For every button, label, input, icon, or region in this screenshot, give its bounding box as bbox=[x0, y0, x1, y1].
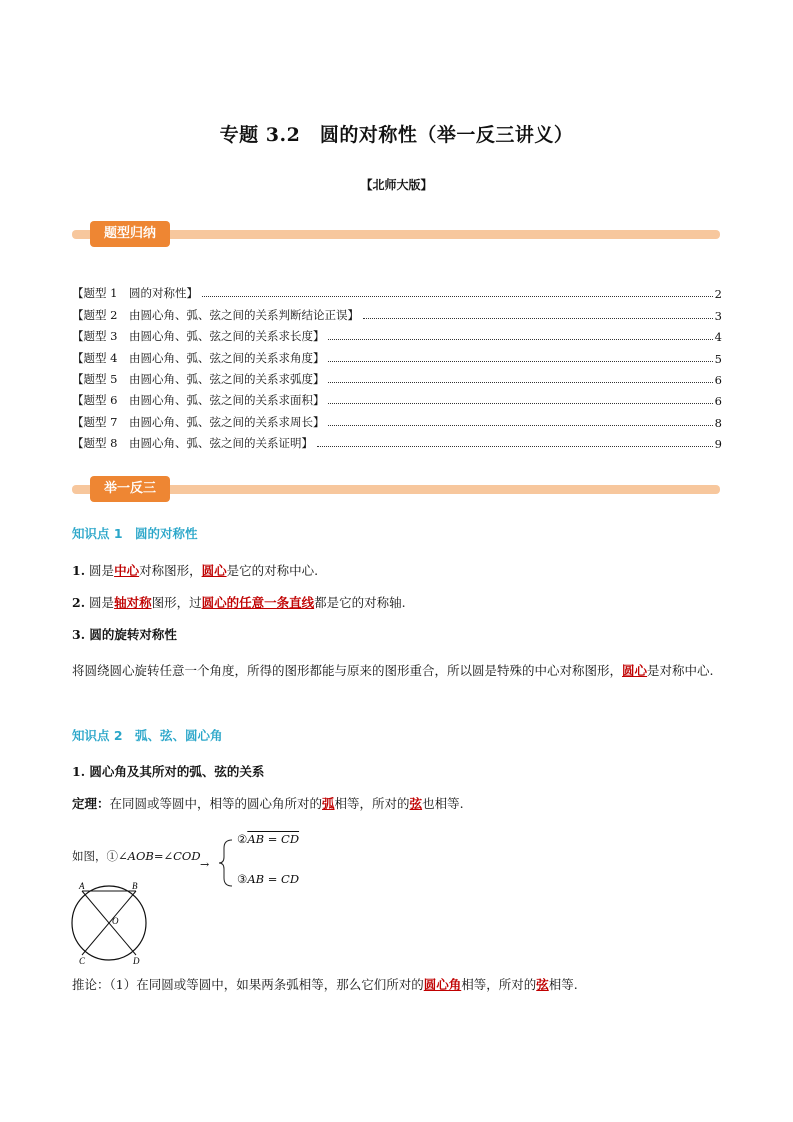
toc-item[interactable]: 【题型 6 由圆心角、弧、弦之间的关系求面积】 6 bbox=[72, 393, 722, 409]
kp2-corollary: 推论：（1）在同圆或等圆中，如果两条弧相等，那么它们所对的圆心角相等，所对的弦相等. bbox=[72, 977, 578, 992]
circle-diagram bbox=[66, 880, 156, 966]
kp2-subheading-1: 1. 圆心角及其所对的弧、弦的关系 bbox=[72, 764, 265, 779]
point-o-label: O bbox=[112, 916, 119, 926]
page-title: 专题 3.2 圆的对称性（举一反三讲义） bbox=[219, 124, 574, 146]
key-term: 圆心 bbox=[622, 663, 648, 678]
toc-item[interactable]: 【题型 2 由圆心角、弧、弦之间的关系判断结论正误】 3 bbox=[72, 307, 722, 323]
toc-item[interactable]: 【题型 1 圆的对称性】 2 bbox=[72, 286, 722, 302]
implies-arrow: → bbox=[200, 858, 210, 871]
banner-tag: 题型归纳 bbox=[90, 221, 170, 247]
banner-tag: 举一反三 bbox=[90, 476, 170, 502]
key-term: 圆心的任意一条直线 bbox=[201, 595, 315, 610]
table-of-contents bbox=[72, 280, 722, 451]
key-term: 圆心角 bbox=[423, 977, 462, 992]
brace-icon bbox=[218, 838, 238, 888]
key-term: 弦 bbox=[409, 796, 423, 811]
toc-item[interactable]: 【题型 3 由圆心角、弧、弦之间的关系求长度】 4 bbox=[72, 329, 722, 345]
point-d-label: D bbox=[133, 956, 140, 966]
key-term: 圆心 bbox=[201, 563, 227, 578]
point-a-label: A bbox=[79, 881, 85, 891]
figure-result-1: ②AB = CD bbox=[237, 832, 300, 846]
toc-item[interactable]: 【题型 8 由圆心角、弧、弦之间的关系证明】 9 bbox=[72, 436, 722, 452]
figure-condition: 如图，①∠AOB=∠COD bbox=[72, 849, 201, 863]
edition-label: 【北师大版】 bbox=[360, 178, 433, 192]
key-term: 弧 bbox=[322, 796, 335, 811]
toc-item[interactable]: 【题型 5 由圆心角、弧、弦之间的关系求弧度】 6 bbox=[72, 371, 722, 387]
kp1-paragraph-3: 将圆绕圆心旋转任意一个角度，所得的图形都能与原来的图形重合，所以圆是特殊的中心对称图形，圆心是对称中心. bbox=[72, 663, 714, 678]
toc-item[interactable]: 【题型 4 由圆心角、弧、弦之间的关系求角度】 5 bbox=[72, 350, 722, 366]
point-b-label: B bbox=[132, 881, 138, 891]
key-term: 轴对称 bbox=[114, 595, 152, 610]
kp1-subheading-3: 3. 圆的旋转对称性 bbox=[72, 627, 177, 642]
kp1-paragraph-2: 2. 圆是轴对称图形，过圆心的任意一条直线都是它的对称轴. bbox=[72, 595, 406, 610]
key-term: 弦 bbox=[536, 977, 549, 992]
knowledge-point-2-heading: 知识点 2 弧、弦、圆心角 bbox=[72, 728, 223, 743]
knowledge-point-1-heading: 知识点 1 圆的对称性 bbox=[72, 526, 198, 541]
toc-item[interactable]: 【题型 7 由圆心角、弧、弦之间的关系求周长】 8 bbox=[72, 414, 722, 430]
point-c-label: C bbox=[79, 956, 86, 966]
key-term: 中心 bbox=[114, 563, 140, 578]
kp2-theorem: 定理：在同圆或等圆中，相等的圆心角所对的弧相等，所对的弦也相等. bbox=[72, 796, 464, 811]
section-banner-practice bbox=[72, 476, 720, 502]
kp1-paragraph-1: 1. 圆是中心对称图形，圆心是它的对称中心. bbox=[72, 563, 319, 578]
figure-result-2: ③AB = CD bbox=[237, 872, 300, 886]
section-banner-types bbox=[72, 221, 720, 247]
